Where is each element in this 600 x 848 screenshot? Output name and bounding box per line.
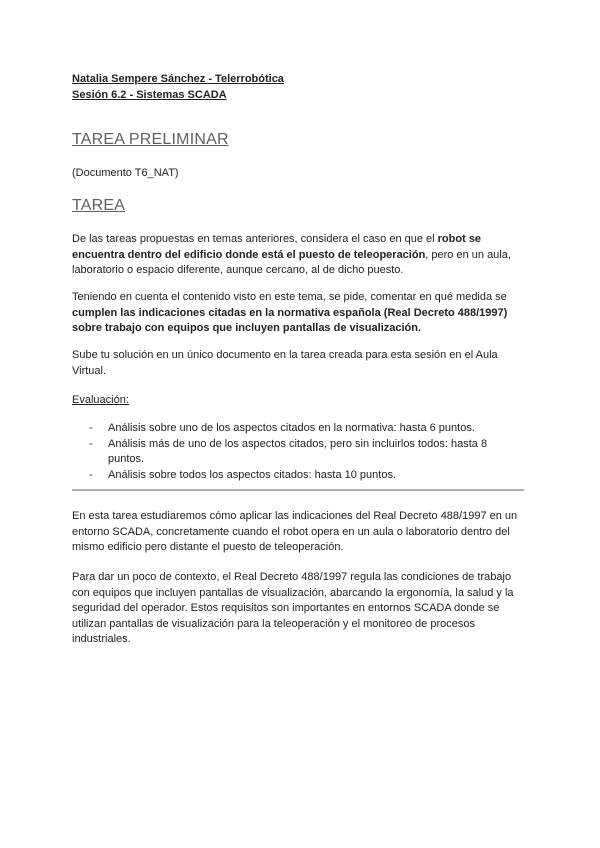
list-item-text: Análisis sobre uno de los aspectos citados en la normativa: hasta 6 puntos. (108, 422, 475, 434)
paragraph-task-request (72, 290, 522, 337)
bullet-dash: - (89, 437, 93, 450)
header-author-course: Natalia Sempere Sánchez - Telerrobótica (72, 73, 284, 85)
bullet-dash: - (89, 468, 93, 481)
paragraph-context: Para dar un poco de contexto, el Real Decreto 488/1997 regula las condiciones de trabajo con equipos que incluyen pantallas de visualización, abarcando la ergonomía, la salud y la seguridad del operador. Estos requisitos son importantes en entornos SCADA donde se utilizan pantallas de visualización para la teleoperación y el monitoreo de procesos industriales. (72, 571, 514, 645)
list-item-text: Análisis sobre todos los aspectos citados: hasta 10 puntos. (108, 468, 397, 481)
text-run: , pero en un aula, laboratorio o espacio diferente, aunque cercano, al de dicho puesto. (72, 248, 511, 276)
horizontal-divider (72, 489, 524, 491)
header-session: Sesión 6.2 - Sistemas SCADA (72, 89, 227, 101)
text-run: Teniendo en cuenta el contenido visto en este tema, se pide, comentar en qué medida se (72, 291, 507, 303)
document-note: (Documento T6_NAT) (72, 167, 179, 179)
bullet-dash: - (89, 422, 93, 434)
list-item-text: Análisis más de uno de los aspectos citados, pero sin incluirlos todos: hasta 8 puntos. (108, 437, 488, 465)
paragraph-task-context (72, 232, 522, 279)
heading-tarea: TAREA (72, 197, 126, 214)
paragraph-submission: Sube tu solución en un único documento en la tarea creada para esta sesión en el Aula Virtual. (72, 349, 498, 377)
list-item (72, 421, 512, 437)
text-run: De las tareas propuestas en temas anteriores, considera el caso en que el (72, 233, 438, 245)
list-item (72, 468, 512, 484)
paragraph-intro: En esta tarea estudiaremos cómo aplicar las indicaciones del Real Decreto 488/1997 en un entorno SCADA, concretamente cuando el robot opera en un aula o laboratorio dentro del mismo edificio pero distante el puesto de teleoperación. (72, 510, 518, 553)
list-item (72, 437, 512, 468)
bold-text-run: robot se encuentra dentro del edificio donde está el puesto de teleoperación (72, 233, 482, 261)
evaluation-criteria-list (72, 421, 512, 483)
document-header (72, 71, 284, 103)
bold-text-run: cumplen las indicaciones citadas en la normativa española (Real Decreto 488/1997) sobre trabajo con equipos que incluyen pantallas de visualización. (72, 306, 508, 334)
heading-tarea-preliminar: TAREA PRELIMINAR (72, 131, 229, 148)
evaluation-label: Evaluación: (72, 394, 129, 406)
